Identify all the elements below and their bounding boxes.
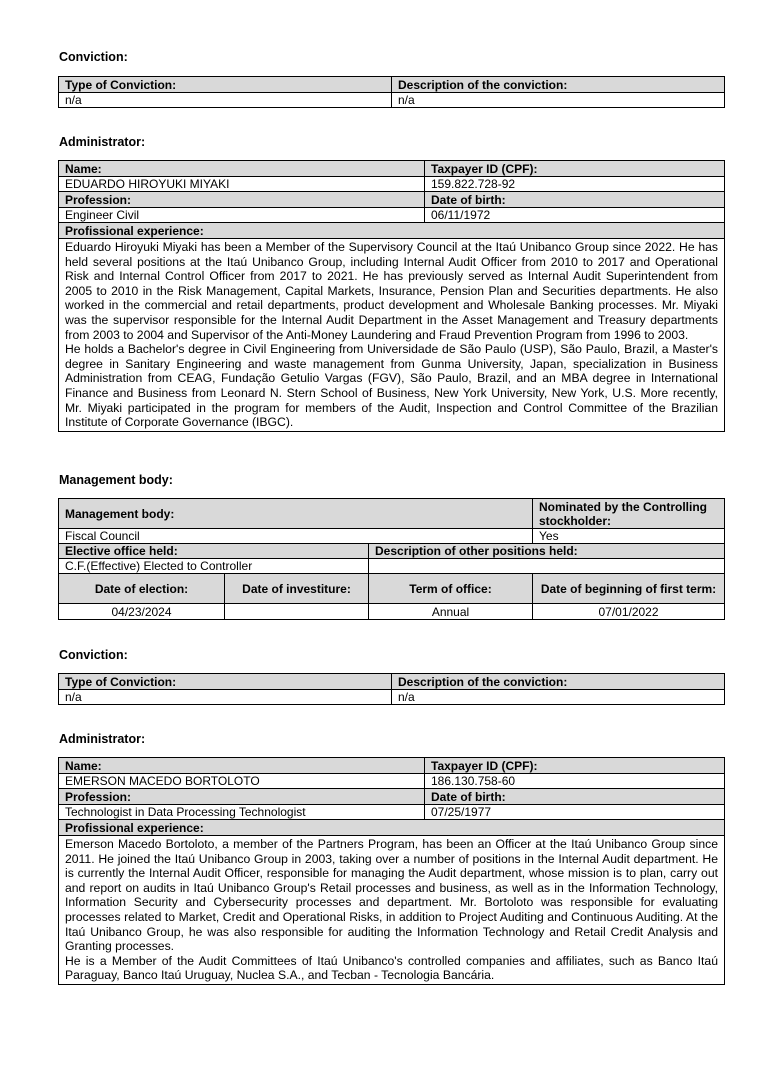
conviction-description-value: n/a	[392, 93, 725, 108]
administrator-table	[58, 160, 725, 432]
administrator-name: EMERSON MACEDO BORTOLOTO	[59, 774, 425, 789]
nominated-label: Nominated by the Controlling stockholder:	[533, 499, 725, 529]
administrator-date-of-birth: 07/25/1977	[425, 805, 725, 820]
administrator-cpf: 186.130.758-60	[425, 774, 725, 789]
elective-office-value: C.F.(Effective) Elected to Controller	[59, 559, 369, 574]
other-positions-value	[369, 559, 725, 574]
experience-text	[59, 836, 725, 985]
management-body-label: Management body:	[59, 499, 533, 529]
conviction-table	[58, 76, 725, 108]
election-date-value: 04/23/2024	[59, 604, 225, 620]
nominated-value: Yes	[533, 529, 725, 544]
administrator-name: EDUARDO HIROYUKI MIYAKI	[59, 177, 425, 192]
administrator-date-of-birth: 06/11/1972	[425, 208, 725, 223]
experience-label: Profissional experience:	[59, 223, 725, 239]
conviction-section-title: Conviction:	[59, 50, 128, 64]
administrator-section-title: Administrator:	[59, 135, 146, 149]
term-of-office-label: Term of office:	[369, 574, 533, 604]
name-label: Name:	[59, 161, 425, 177]
administrator-table	[58, 757, 725, 985]
conviction-type-header: Type of Conviction:	[59, 674, 392, 690]
investiture-date-label: Date of investiture:	[225, 574, 369, 604]
conviction-table	[58, 673, 725, 705]
experience-paragraph: He is a Member of the Audit Committees of Itaú Unibanco's controlled companies and affiliates, such as Banco Itaú Paraguay, Banco Itaú Uruguay, Nuclea S.A., and Tecban - Tecnologia Bancária.	[65, 953, 718, 983]
conviction-description-value: n/a	[392, 690, 725, 705]
conviction-type-value: n/a	[59, 690, 392, 705]
election-date-label: Date of election:	[59, 574, 225, 604]
term-of-office-value: Annual	[369, 604, 533, 620]
experience-paragraph: He holds a Bachelor's degree in Civil Engineering from Universidade de São Paulo (USP), São Paulo, Brazil, a Master's degree in Sanitary Engineering and waste management from Gunma University, Japan, specialization in Business Administration from CEAG, Fundação Getulio Vargas (FGV), São Paulo, Brazil, and an MBA degree in International Finance and Business from Leonard N. Stern School of Business, New York University, New York, U.S. More recently, Mr. Miyaki participated in the program for members of the Audit, Inspection and Control Committee of the Brazilian Institute of Corporate Governance (IBGC).	[65, 342, 718, 430]
conviction-description-header: Description of the conviction:	[392, 77, 725, 93]
cpf-label: Taxpayer ID (CPF):	[425, 161, 725, 177]
management-body-table	[58, 498, 725, 620]
administrator-profession: Engineer Civil	[59, 208, 425, 223]
administrator-section-title: Administrator:	[59, 732, 146, 746]
cpf-label: Taxpayer ID (CPF):	[425, 758, 725, 774]
date-of-birth-label: Date of birth:	[425, 192, 725, 208]
conviction-description-header: Description of the conviction:	[392, 674, 725, 690]
experience-label: Profissional experience:	[59, 820, 725, 836]
conviction-section-title: Conviction:	[59, 648, 128, 662]
conviction-type-value: n/a	[59, 93, 392, 108]
profession-label: Profession:	[59, 789, 425, 805]
elective-office-label: Elective office held:	[59, 544, 369, 559]
other-positions-label: Description of other positions held:	[369, 544, 725, 559]
profession-label: Profession:	[59, 192, 425, 208]
administrator-profession: Technologist in Data Processing Technologist	[59, 805, 425, 820]
administrator-cpf: 159.822.728-92	[425, 177, 725, 192]
management-section-title: Management body:	[59, 473, 173, 487]
investiture-date-value	[225, 604, 369, 620]
conviction-type-header: Type of Conviction:	[59, 77, 392, 93]
experience-text	[59, 239, 725, 432]
first-term-date-label: Date of beginning of first term:	[533, 574, 725, 604]
management-body-value: Fiscal Council	[59, 529, 533, 544]
name-label: Name:	[59, 758, 425, 774]
date-of-birth-label: Date of birth:	[425, 789, 725, 805]
experience-paragraph: Eduardo Hiroyuki Miyaki has been a Member of the Supervisory Council at the Itaú Unibanco Group since 2022. He has held several positions at the Itaú Unibanco Group, including Internal Audit Officer from 2010 to 2017 and Operational Risk and Internal Control Officer from 2017 to 2021. He has previously served as Internal Audit Superintendent from 2005 to 2010 in the Risk Management, Capital Markets, Insurance, Pension Plan and Securities departments. He also worked in the commercial and retail departments, product development and Wholesale Banking processes. Mr. Miyaki was the supervisor responsible for the Internal Audit Department in the Asset Management and Treasury departments from 2003 to 2004 and Supervisor of the Anti-Money Laundering and Fraud Prevention Program from 1996 to 2003.	[65, 240, 718, 342]
first-term-date-value: 07/01/2022	[533, 604, 725, 620]
experience-paragraph: Emerson Macedo Bortoloto, a member of the Partners Program, has been an Officer at the Itaú Unibanco Group since 2011. He joined the Itaú Unibanco Group in 2003, taking over a number of positions in the Internal Audit department. He is currently the Internal Audit Officer, responsible for managing the Audit department, whose mission is to plan, carry out and report on audits in Itaú Unibanco Group's Retail processes and business, as well as in the Information Technology, Information Security and Cybersecurity processes and department. Mr. Bortoloto was responsible for evaluating processes related to Market, Credit and Operational Risks, in addition to Project Auditing and Continuous Auditing. At the Itaú Unibanco Group, he was also responsible for auditing the Information Technology and Retail Credit Analysis and Granting processes.	[65, 837, 718, 954]
